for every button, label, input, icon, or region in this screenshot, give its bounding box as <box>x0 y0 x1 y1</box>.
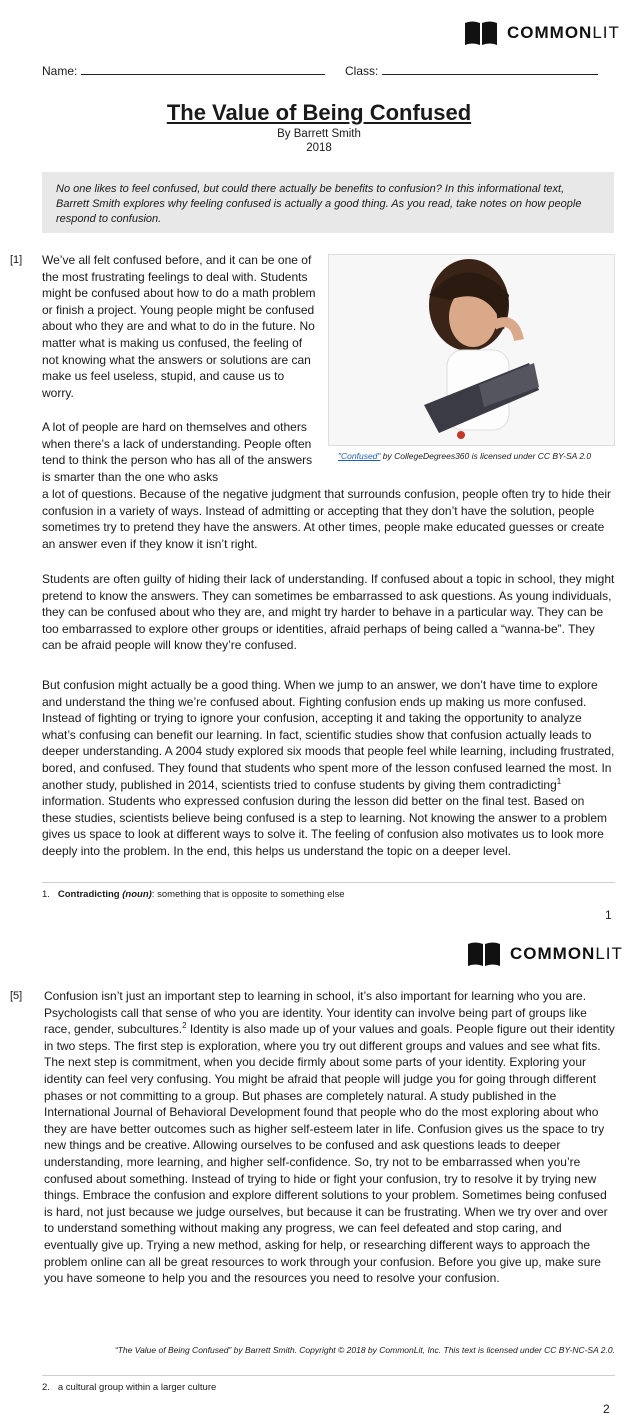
caption-license: by CollegeDegrees360 is licensed under CC BY-SA 2.0 <box>380 451 592 461</box>
footnote-2-number: 2. <box>42 1382 50 1393</box>
logo-lit-2: LIT <box>595 944 623 963</box>
footnote-1-definition: : something that is opposite to something else <box>151 889 345 900</box>
paragraph-marker-5: [5] <box>10 990 23 1002</box>
class-field <box>345 64 598 78</box>
footnote-2-definition: a cultural group within a larger culture <box>57 1382 217 1393</box>
student-illustration <box>329 255 615 446</box>
paragraph-4-part-b: information. Students who expressed confusion during the lesson did better on the final test. Based on these studies, scientists believe being confused is a step to learning. Not knowing the answer to a problem gives us space to look at different ways to solve it. The feeling of confusion also motivates us to look more deeply into the problem. In the end, this helps us understand the topic on a deeper level. <box>42 794 607 858</box>
photo-caption <box>338 451 591 461</box>
confused-student-photo <box>328 254 615 446</box>
logo-common: COMMON <box>507 23 593 42</box>
commonlit-logo <box>463 20 620 46</box>
paragraph-4 <box>42 677 615 860</box>
page-number-2: 2 <box>603 1402 610 1416</box>
paragraph-1: We’ve all felt confused before, and it can be one of the most frustrating feelings to deal with. Students might be confused about how to do a math problem or finish a project. Young people might be confused about who they are and what to do in the future. No matter what is making us confused, the feeling of not knowing what the answers or solutions are can make us feel useless, stupid, and cause us to worry. <box>42 253 316 400</box>
copyright-notice: “The Value of Being Confused” by Barrett Smith. Copyright © 2018 by CommonLit, Inc. This text is licensed under CC BY-NC-SA 2.0. <box>114 1345 615 1355</box>
paragraph-3: Students are often guilty of hiding their lack of understanding. If confused about a topic in school, they might pretend to know the answers. They can sometimes be embarrassed to ask questions. As young individuals, they can be confused about who they are, and might try harder to behave in a particular way. They can be too embarrassed to explore other groups or identities, afraid perhaps of being called a “wanna-be”. They can be afraid people will know they’re confused. <box>42 572 615 653</box>
byline: By Barrett Smith <box>277 128 361 140</box>
document-title: The Value of Being Confused <box>166 100 472 125</box>
footnote-ref-1[interactable]: 1 <box>556 776 562 786</box>
paragraph-4-part-a: But confusion might actually be a good thing. When we jump to an answer, we don’t have time to explore and understand the thing we’re confused about. Fighting confusion ends up making us more confused. Instead of fighting or trying to ignore your confusion, accepting it and taking the opportunity to analyze what’s confusing can benefit our learning. In fact, scientific studies show that confusion actually leads to deeper understanding. A 2004 study explored six moods that people feel while learning, including frustrated, bored, and confused. They found that students who spent more of the lesson confused learned the most. In another study, published in 2014, scientists tried to confuse students by giving them contradicting <box>42 678 615 792</box>
class-label: Class: <box>345 64 379 78</box>
photo-source-link[interactable]: "Confused" <box>338 451 381 461</box>
page-number-1: 1 <box>605 908 612 922</box>
commonlit-logo-page-2 <box>466 941 623 967</box>
footnote-1 <box>42 889 615 900</box>
name-label: Name: <box>42 64 78 78</box>
footnote-1-term: Contradicting <box>57 889 120 900</box>
name-field <box>42 64 325 78</box>
paragraph-2-end: a lot of questions. Because of the negative judgment that surrounds confusion, people often try to hide their confusion in a variety of ways. Instead of admitting or accepting that they don’t have the solution, people sometimes try to pretend they have the answers. At other times, people make educated guesses or create an answer even if they know it isn’t right. <box>42 487 612 551</box>
footnote-1-number: 1. <box>42 889 50 900</box>
footnote-1-pos: (noun) <box>122 889 152 900</box>
footnote-ref-2[interactable]: 2 <box>182 1021 187 1031</box>
logo-lit: LIT <box>592 23 620 42</box>
year: 2018 <box>306 142 332 154</box>
logo-common-2: COMMON <box>510 944 596 963</box>
name-line[interactable] <box>81 64 325 75</box>
book-icon <box>463 20 499 46</box>
book-icon <box>466 941 502 967</box>
paragraph-2-start: A lot of people are hard on themselves and others when there’s a lack of understanding. People often tend to think the person who has all of the answers is smarter than the one who asks <box>42 420 313 484</box>
footnote-divider-1 <box>42 882 615 883</box>
class-line[interactable] <box>382 64 598 75</box>
intro-box: No one likes to feel confused, but could there actually be benefits to confusion? In this informational text, Barrett Smith explores why feeling confused is actually a good thing. As you read, take notes on how people respond to confusion. <box>42 172 614 233</box>
paragraph-5 <box>44 988 615 1287</box>
paragraph-marker-1: [1] <box>10 254 23 266</box>
paragraph-5-part-a: Confusion isn’t just an important step to learning in school, it’s also important for learning who you are. Psychologists call that sense of who you are identity. Your identity can involve being part of groups like race, gender, subcultures. <box>44 989 587 1037</box>
footnote-divider-2 <box>42 1375 615 1376</box>
footnote-2 <box>42 1382 615 1393</box>
paragraph-5-part-b: Identity is also made up of your values and goals. People figure out their identity in two steps. The first step is exploration, where you try out different groups and values and see what fits. The next step is commitment, when you decide firmly about some parts of your identity. Exploring your identity can feel very confusing. You might be afraid that people will judge you for going through different phases or not committing to a group. But phases are completely natural. A study published in the International Journal of Behavioral Development found that people who do the most exploring about who they are have better outcomes such as higher self-esteem later in life. Confusion gives us the space to try new things and be creative. Allowing ourselves to be confused and ask questions leads to deeper understanding, more learning, and higher self-confidence. So, try not to be embarrassed when you’re confused about something. Instead of trying to hide or fight your confusion, try to resolve it by trying new things. Embrace the confusion and explore different solutions to your problem. Sometimes being confused is hard, not just because we judge ourselves, but because it can be frustrating. When we try over and over to understand something without making any progress, we can feel defeated and stop caring, and eventually give up. Trying a new method, asking for help, or researching different ways to approach the problem online can all be great resources to work through your confusion. Before you give up, make sure you have someone to help you and the resources you need to resolve your confusion. <box>44 1022 615 1286</box>
